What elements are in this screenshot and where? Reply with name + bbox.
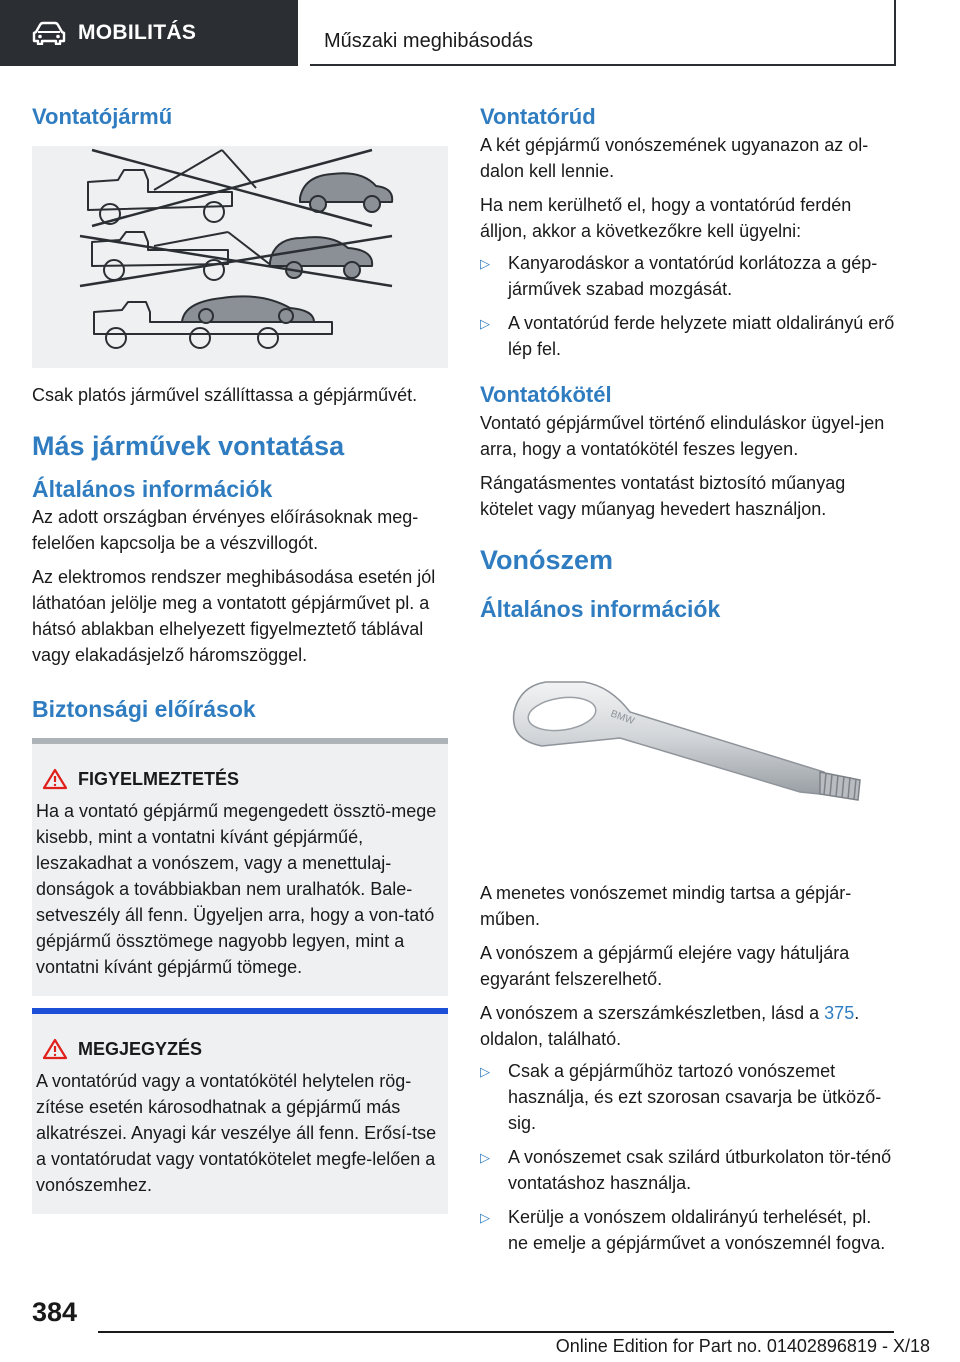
towbar-bullet-list: [480, 250, 896, 362]
fig1-caption: Csak platós járművel szállíttassa a gépjárművét.: [32, 385, 418, 405]
edition-label: Online Edition for Part no. 01402896819 - X/18: [555, 1336, 930, 1356]
paragraph: Vontató gépjárművel történő elinduláskor ügyel-jen arra, hogy a vontatókötél feszes legyen.: [480, 413, 885, 459]
paragraph: Ha nem kerülhető el, hogy a vontatórúd ferdén álljon, akkor a következőkre kell ügyelni:: [480, 195, 852, 241]
warning-title: FIGYELMEZTETÉS: [78, 768, 240, 789]
list-item-text: A vontatórúd ferde helyzete miatt oldalirányú erő lép fel.: [508, 313, 895, 359]
notice-title: MEGJEGYZÉS: [78, 1038, 203, 1059]
heading-general-info: Általános információk: [480, 596, 721, 622]
towing-eye-bullet-list: [480, 1058, 896, 1256]
warning-bar: [32, 738, 448, 744]
heading-towing-other: Más járművek vontatása: [32, 431, 345, 461]
heading-general-info: Általános információk: [32, 476, 273, 502]
car-icon: [32, 21, 66, 45]
heading-towbar: Vontatórúd: [480, 104, 596, 129]
towing-eye-drawing: [480, 642, 896, 870]
warning-box: [32, 738, 448, 996]
paragraph: A menetes vonószemet mindig tartsa a gépjár-műben.: [480, 883, 852, 929]
list-item-text: Kerülje a vonószem oldalirányú terhelését, pl. ne emelje a gépjárművet a vonószemnél fogva.: [508, 1207, 886, 1253]
heading-safety: Biztonsági előírások: [32, 696, 256, 722]
warning-title-row: [32, 768, 448, 790]
page-number: 384: [32, 1297, 78, 1327]
notice-box: [32, 1008, 448, 1214]
paragraph: Az adott országban érvényes előírásoknak meg-felelően kapcsolja be a vészvillogót.: [32, 507, 419, 553]
section-tab[interactable]: [0, 0, 298, 66]
list-item: [480, 1144, 896, 1196]
chapter-tab[interactable]: [310, 0, 896, 66]
paragraph: A vonószem a gépjármű elejére vagy hátuljára egyaránt felszerelhető.: [480, 943, 850, 989]
list-item-text: A vonószemet csak szilárd útburkolaton tör-ténő vontatáshoz használja.: [508, 1147, 892, 1193]
page-header: [0, 0, 960, 66]
tow-methods-drawing: [32, 146, 448, 368]
bullet-triangle-icon: ▷: [480, 1210, 490, 1225]
list-item: [480, 310, 896, 362]
page-reference-link[interactable]: 375: [824, 1003, 855, 1023]
bullet-triangle-icon: ▷: [480, 1064, 490, 1079]
svg-text:BMW: BMW: [608, 708, 636, 728]
bullet-triangle-icon: ▷: [480, 316, 490, 331]
warning-triangle-icon: [42, 1038, 68, 1060]
list-item: [480, 1204, 896, 1256]
right-column: [480, 100, 896, 1256]
paragraph: A két gépjármű vonószemének ugyanazon az ol-dalon kell lennie.: [480, 135, 869, 181]
text-fragment: A vonószem a szerszámkészletben, lásd a: [480, 1003, 825, 1023]
list-item-text: Kanyarodáskor a vontatórúd korlátozza a gép-járművek szabad mozgását.: [508, 253, 878, 299]
text-fragment: . oldalon, található.: [480, 1003, 860, 1049]
heading-towing-eye: Vonószem: [480, 545, 614, 575]
heading-towing-vehicle: Vontatójármű: [32, 104, 173, 129]
list-item: [480, 1058, 896, 1136]
notice-bar: [32, 1008, 448, 1014]
footer-divider: [98, 1331, 894, 1333]
tow-truck-illustration: [32, 146, 448, 368]
towing-eye-illustration: [480, 642, 896, 870]
notice-text: A vontatórúd vagy a vontatókötél helytelen rög-zítése esetén károsodhatnak a gépjármű más alkatrészei. Anyagi kár veszélye áll fenn. Erősí-tse a vontatórudat vagy vontatókötelet megfe-lelően a vonószemhez.: [36, 1071, 437, 1195]
paragraph: Rángatásmentes vontatást biztosító műanyag kötelet vagy műanyag hevedert használjon.: [480, 473, 846, 519]
list-item: [480, 250, 896, 302]
warning-text: Ha a vontató gépjármű megengedett össztö-mege kisebb, mint a vontatni kívánt gépjárműé, leszakadhat a vonószem, vagy a menettulaj-donságok a továbbiakban nem uralhatók. Bale-setveszély áll fenn. Ügyeljen arra, hogy a von-tató gépjármű össztömege nagyobb legyen, mint a vontatni kívánt gépjármű tömege.: [36, 801, 437, 977]
paragraph: Az elektromos rendszer meghibásodása esetén jól láthatóan jelölje meg a vontatott gépjárművet pl. a hátsó ablakban elhelyezett figyelmeztető táblával vagy elakadásjelző háromszöggel.: [32, 567, 436, 665]
left-column: [32, 100, 448, 1214]
bullet-triangle-icon: ▷: [480, 1150, 490, 1165]
warning-triangle-icon: [42, 768, 68, 790]
notice-title-row: [32, 1038, 448, 1060]
heading-towrope: Vontatókötél: [480, 382, 612, 407]
chapter-title: Műszaki meghibásodás: [324, 30, 533, 52]
paragraph-with-link: [480, 1000, 896, 1052]
list-item-text: Csak a gépjárműhöz tartozó vonószemet használja, és ezt szorosan csavarja be ütköző-sig.: [508, 1061, 882, 1133]
bullet-triangle-icon: ▷: [480, 256, 490, 271]
section-title: MOBILITÁS: [78, 21, 197, 44]
